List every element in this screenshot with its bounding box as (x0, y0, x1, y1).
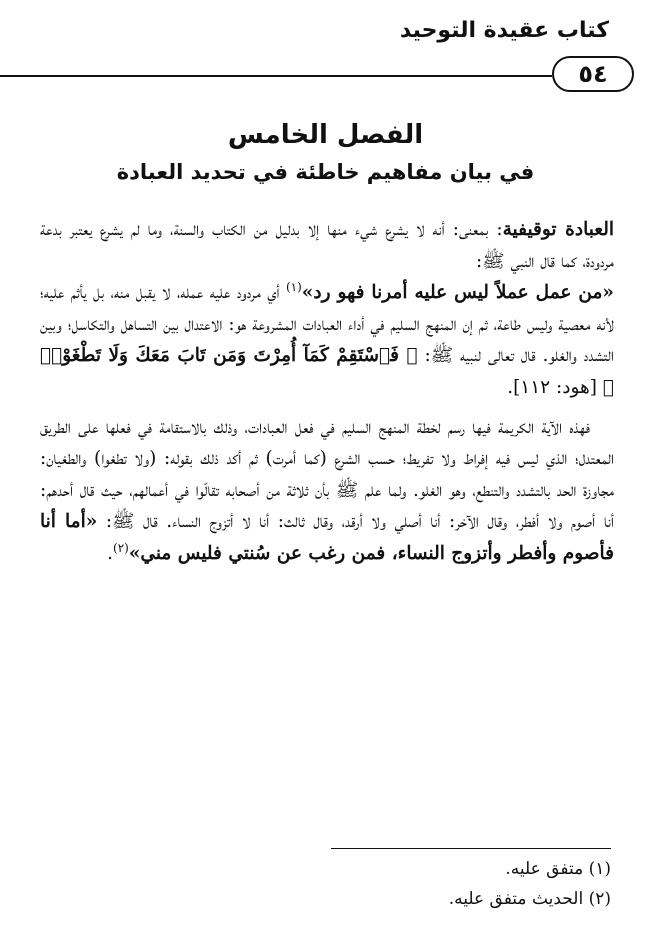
hadith-quote-1: «من عمل عملاً ليس عليه أمرنا فهو رد» (301, 282, 614, 304)
paragraph-1 (40, 214, 614, 404)
paragraph-2-text: فهذه الآية الكريمة فيها رسم لخطة المنهج السليم في فعل العبادات، وذلك بالاستقامة في فعلها على الطريق المعتدل؛ الذي ليس فيه إفراط ولا تفريط؛ حسب الشرع (كما أمرت) ثم أكد ذلك بقوله: (ولا تطغوا) والطغيان: مجاوزة الحد بالتشدد والتنطع، وهو الغلو. ولما علم ﷺ بأن ثلاثة من أصحابه تقالّوا في أعمالهم، حيث قال أحدهم: أنا أصوم ولا أفطر، وقال الآخر: أنا أصلي ولا أرقد، وقال ثالث: أنا لا أتزوج النساء. قال ﷺ: (40, 416, 614, 533)
header-rule (0, 75, 552, 77)
quran-verse: ﴿ فَٱسْتَقِمْ كَمَآ أُمِرْتَ وَمَن تَابَ مَعَكَ وَلَا تَطْغَوْا۟ ﴾ (40, 345, 614, 398)
body-text (40, 214, 614, 570)
verse-reference: [هود: ١١٢]. (507, 376, 597, 398)
paragraph-1-text-a: : بمعنى: أنه لا يشرع شيء منها إلا بدليل من الكتاب والسنة، وما لم يشرع يعتبر بدعة مردودة، كما قال النبي ﷺ: (40, 219, 614, 272)
paragraph-1-text-b: أي مردود عليه عمله، لا يقبل منه، بل يأثم عليه؛ لأنه معصية وليس طاعة، ثم إن المنهج السليم في أداء العبادات المشروعة هو: الاعتدال بين التساهل والتكاسل؛ وبين التشدد والغلو. قال تعالى لنبيه ﷺ: (40, 282, 614, 367)
footnote-ref-1: (١) (285, 280, 302, 295)
footnotes (37, 854, 611, 914)
page-number: ٥٤ (552, 56, 634, 92)
footnote-1: (١) متفق عليه. (505, 859, 611, 879)
footnote-2: (٢) الحديث متفق عليه. (448, 889, 611, 909)
hadith-quote-2: «أما أنا فأصوم وأفطر وأتزوج النساء، فمن رغب عن سُنتي فليس مني» (40, 511, 614, 564)
book-title: كتاب عقيدة التوحيد (399, 18, 609, 43)
chapter-subtitle: في بيان مفاهيم خاطئة في تحديد العبادة (116, 160, 535, 184)
footnote-divider (331, 848, 611, 849)
paragraph-2-end: . (107, 542, 114, 564)
footnote-ref-2: (٢) (113, 540, 129, 555)
paragraph-2 (40, 412, 614, 570)
chapter-title: الفصل الخامس (227, 120, 424, 150)
term-heading: العبادة توقيفية (502, 219, 614, 240)
